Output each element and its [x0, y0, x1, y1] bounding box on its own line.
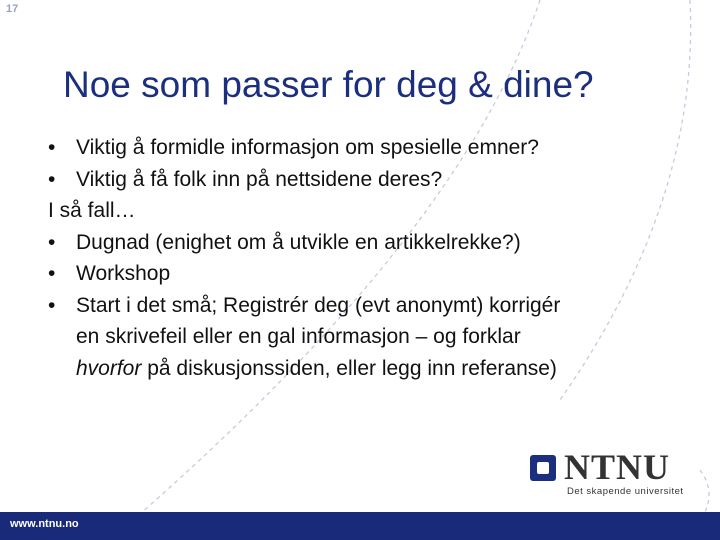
bullet-item [48, 227, 688, 259]
bullet-item [48, 258, 688, 290]
logo-name: NTNU [564, 447, 671, 487]
bullet-text: Dugnad (enighet om å utvikle en artikkelrekke?) [76, 230, 521, 254]
bullet-item [48, 164, 688, 196]
bullet-continuation [48, 353, 688, 385]
bullet-text: Workshop [76, 262, 171, 285]
logo-tagline: Det skapende universitet [567, 486, 684, 497]
bullet-glyph: • [48, 262, 56, 285]
bullet-item [48, 132, 688, 164]
bullet-item [48, 290, 688, 322]
bullet-text: Start i det små; Registrér deg (evt anonymt) korrigér [76, 293, 561, 317]
bullet-glyph: • [48, 293, 56, 317]
bullet-text: Viktig å få folk inn på nettsidene deres? [76, 167, 443, 191]
slide-title: Noe som passer for deg & dine? [63, 64, 594, 105]
ntnu-logo-mark-icon [530, 455, 556, 481]
bullet-text: Viktig å formidle informasjon om spesielle emner? [76, 136, 539, 159]
bullet-glyph: • [48, 167, 56, 191]
bullet-glyph: • [48, 136, 56, 159]
footer-bar [0, 512, 720, 540]
footer-url-link[interactable]: www.ntnu.no [10, 518, 79, 530]
bullet-glyph: • [48, 230, 56, 254]
slide-body [48, 132, 688, 384]
emphasis-text: hvorfor [76, 356, 142, 380]
slide-number: 17 [6, 3, 19, 15]
plain-line: I så fall… [48, 199, 136, 222]
continuation-text: på diskusjonssiden, eller legg inn referanse) [141, 356, 557, 380]
ntnu-logo [530, 447, 700, 500]
bullet-continuation: en skrivefeil eller en gal informasjon – og forklar [76, 325, 521, 348]
